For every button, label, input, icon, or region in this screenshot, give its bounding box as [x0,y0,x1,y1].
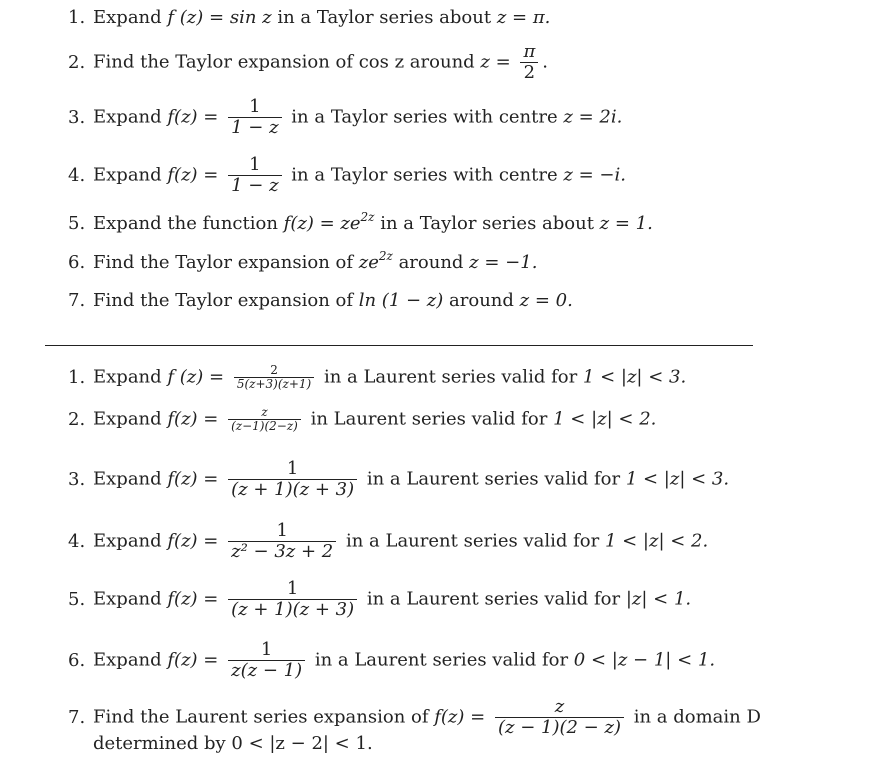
denominator: 2 [523,62,536,83]
math: z = [480,51,517,73]
item-number: 6. [68,252,86,273]
item-number: 1. [68,7,86,28]
fraction [234,364,314,391]
item-text: Find the Taylor expansion of cos z around [93,51,481,73]
numerator: 1 [228,155,281,176]
item-text: in a Laurent series valid for [361,588,626,610]
item-text: Expand [93,366,168,388]
fraction [228,97,281,138]
numerator: 1 [228,521,336,542]
item-text: in a Taylor series about [374,213,600,234]
denominator: (z + 1)(z + 3) [231,479,355,500]
math: z = 0. [519,290,573,311]
item-text: Expand [93,588,168,610]
list-item [68,155,626,196]
fraction [228,579,357,620]
list-item [68,459,729,500]
item-text: Expand [93,106,168,128]
math: 1 < |z| < 3. [625,468,730,490]
item-number: 5. [68,588,86,610]
numerator: 1 [228,579,357,600]
math: ze [358,252,379,273]
item-text: in a Taylor series with centre [285,164,564,186]
item-text: in a domain D [627,706,761,728]
list-item [68,640,715,681]
math: 1 < |z| < 2. [553,408,657,430]
exponent: 2z [378,249,393,263]
section-divider [45,345,753,346]
list-item [68,579,691,620]
item-number: 7. [68,290,86,311]
list-item-continuation: determined by 0 < |z − 2| < 1. [93,733,373,754]
denominator: (z − 1)(2 − z) [497,717,621,738]
numerator: 1 [228,459,357,480]
item-number: 6. [68,649,86,671]
item-text: Find the Laurent series expansion of [93,706,435,728]
item-text: Expand [93,408,168,430]
math: f(z) = [167,649,225,671]
math: z = −1. [469,252,538,273]
item-text: Expand [93,530,168,552]
math: f(z) = [434,706,491,728]
item-text: Find the Taylor expansion of [93,252,359,273]
item-number: 5. [68,213,86,234]
exponent: 2z [360,210,375,224]
fraction [228,406,301,433]
math: f(z) = [167,530,225,552]
item-text: Expand [93,649,168,671]
denominator: 1 − z [231,175,279,196]
math: f(z) = [167,164,225,186]
numerator: 1 [228,97,281,118]
list-item [68,290,573,312]
math: f(z) = ze [283,213,361,234]
numerator: z [495,697,624,718]
math: z = 2i. [563,106,623,128]
denominator: z² − 3z + 2 [231,541,334,562]
denominator: 5(z+3)(z+1) [236,377,312,391]
item-text: in a Laurent series valid for [340,530,605,552]
math: f(z) = [167,106,225,128]
fraction [520,42,538,83]
item-number: 4. [68,530,86,552]
item-number: 2. [68,51,86,73]
list-item [68,364,686,391]
fraction [228,640,305,681]
item-number: 4. [68,164,86,186]
list-item [68,42,548,83]
list-item [68,697,761,738]
item-text: around [392,252,470,273]
item-text: Expand [93,164,168,186]
item-text: in a Laurent series valid for [361,468,626,490]
list-item [68,7,550,29]
item-text: in a Taylor series about [271,7,497,28]
item-text: . [542,51,549,73]
math: f(z) = [167,588,225,610]
item-number: 1. [68,366,86,388]
item-number: 3. [68,106,86,128]
item-text: in a Laurent series valid for [309,649,574,671]
item-text: Expand the function [93,213,284,234]
numerator: z [228,406,301,420]
denominator: z(z − 1) [231,660,303,681]
math: 1 < |z| < 3. [582,366,687,388]
math: 0 < |z − 1| < 1. [573,649,716,671]
math: f (z) = sin z [167,7,272,28]
item-text: in a Taylor series with centre [285,106,564,128]
math: z = 1. [599,213,653,234]
numerator: π [520,42,538,63]
math: 1 < |z| < 2. [604,530,709,552]
fraction [495,697,624,738]
denominator: (z + 1)(z + 3) [231,599,355,620]
item-number: 2. [68,408,86,430]
item-text: in Laurent series valid for [304,408,554,430]
item-text: Find the Taylor expansion of [93,290,359,311]
math: f(z) = [167,408,225,430]
numerator: 1 [228,640,305,661]
list-item [68,406,656,433]
math: z = π. [496,7,551,28]
item-number: 7. [68,706,86,728]
item-text: Expand [93,7,168,28]
math: |z| < 1. [625,588,692,610]
fraction [228,155,281,196]
list-item [68,249,538,274]
item-text: Expand [93,468,168,490]
item-text: around [443,290,520,311]
math: f(z) = [167,468,225,490]
fraction [228,521,336,562]
list-item [68,521,708,562]
fraction [228,459,357,500]
list-item [68,97,622,138]
denominator: 1 − z [231,117,279,138]
math: z = −i. [563,164,626,186]
numerator: 2 [234,364,314,378]
list-item [68,210,653,235]
denominator: (z−1)(2−z) [231,419,298,433]
item-text: in a Laurent series valid for [318,366,583,388]
math: ln (1 − z) [358,290,444,311]
math: f (z) = [167,366,230,388]
item-number: 3. [68,468,86,490]
